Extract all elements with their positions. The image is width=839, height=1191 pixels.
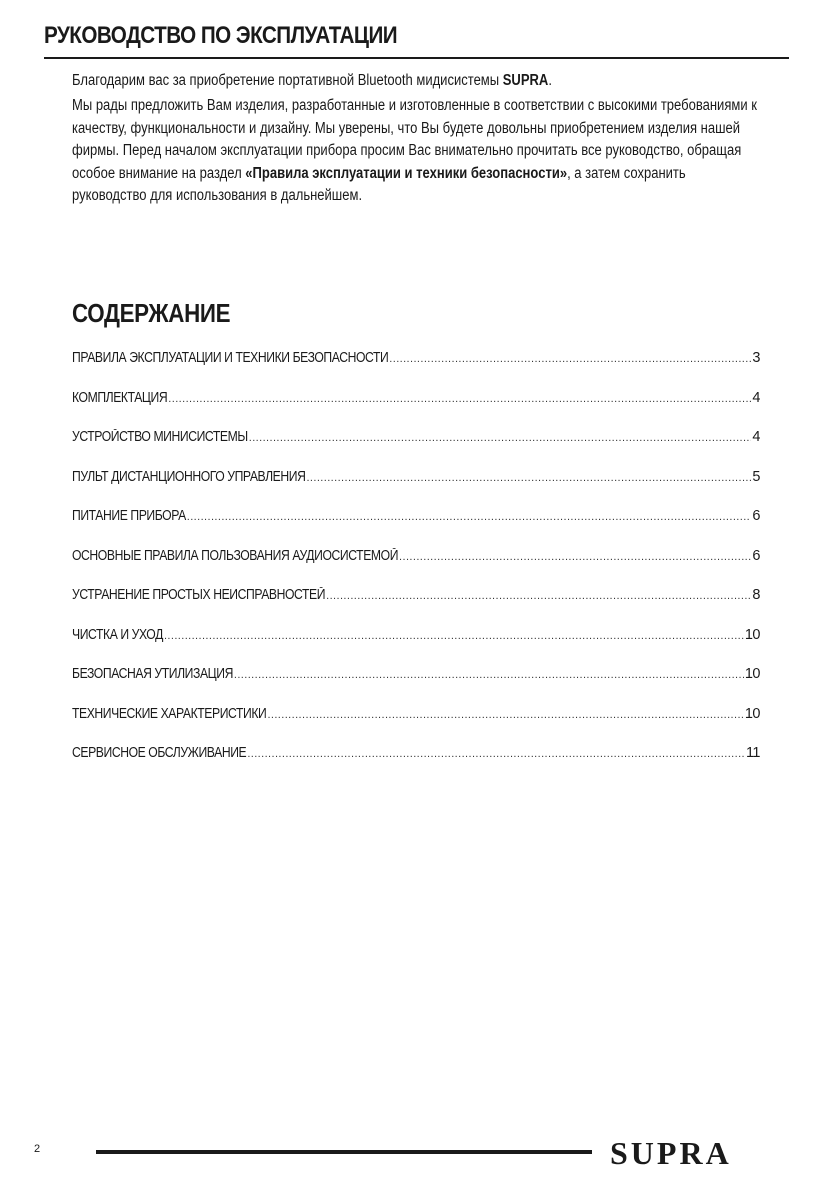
toc-entry[interactable] — [72, 706, 760, 746]
toc-leader-dots — [247, 748, 745, 760]
intro-main-text: Мы рады предложить Вам изделия, разработанные и изготовленные в соответствии с высокими требованиями к качеству, функциональности и дизайну. Мы уверены, что Вы будете довольны приобретением изделия нашей фирмы. Перед началом эксплуатации прибора просим Вас внимательно прочитать все руководство, обращая особое внимание на раздел — [72, 97, 757, 182]
toc-entry-page: 11 — [745, 745, 760, 761]
toc-entry-title: СЕРВИСНОЕ ОБСЛУЖИВАНИЕ — [72, 745, 247, 761]
toc-leader-dots — [399, 551, 751, 563]
intro-brand: SUPRA — [502, 72, 549, 89]
intro-main-paragraph — [72, 95, 761, 207]
footer-divider — [96, 1150, 592, 1154]
table-of-contents — [72, 350, 760, 785]
toc-entry[interactable] — [72, 350, 760, 390]
toc-entry-page: 10 — [744, 666, 760, 682]
toc-entry-title: ТЕХНИЧЕСКИЕ ХАРАКТЕРИСТИКИ — [72, 705, 267, 722]
toc-leader-dots — [168, 393, 751, 405]
page-number: 2 — [34, 1143, 41, 1155]
intro-text — [72, 70, 761, 207]
toc-entry-title: КОМПЛЕКТАЦИЯ — [72, 389, 168, 406]
toc-leader-dots — [267, 709, 743, 721]
intro-main-end: , а затем сохранить руководство для использования в дальнейшем. — [72, 164, 686, 205]
toc-leader-dots — [249, 432, 752, 444]
toc-heading: СОДЕРЖАНИЕ — [72, 298, 231, 328]
toc-entry-page: 10 — [744, 705, 760, 722]
toc-entry[interactable] — [72, 508, 760, 548]
toc-entry-page: 4 — [752, 389, 760, 406]
supra-logo: SUPRA — [610, 1135, 732, 1171]
page-title: РУКОВОДСТВО ПО ЭКСПЛУАТАЦИИ — [44, 22, 398, 49]
toc-leader-dots — [164, 630, 744, 642]
toc-entry-page: 6 — [752, 547, 760, 564]
intro-safety-reference: «Правила эксплуатации и техники безопасности» — [245, 164, 568, 182]
toc-entry[interactable] — [72, 469, 760, 509]
toc-entry-title: ЧИСТКА И УХОД — [72, 626, 163, 643]
header-divider — [44, 57, 789, 59]
toc-entry-page: 5 — [752, 468, 760, 485]
toc-entry-page: 8 — [752, 587, 760, 603]
toc-entry-page: 3 — [752, 350, 760, 366]
intro-thanks-end: . — [548, 72, 552, 89]
toc-entry-title: ПИТАНИЕ ПРИБОРА — [72, 508, 186, 524]
toc-entry[interactable] — [72, 627, 760, 667]
toc-entry-title: ПУЛЬТ ДИСТАНЦИОННОГО УПРАВЛЕНИЯ — [72, 468, 306, 485]
toc-entry[interactable] — [72, 666, 760, 706]
toc-entry[interactable] — [72, 745, 760, 785]
toc-leader-dots — [389, 353, 751, 365]
toc-entry-title: УСТРАНЕНИЕ ПРОСТЫХ НЕИСПРАВНОСТЕЙ — [72, 587, 326, 603]
toc-leader-dots — [326, 590, 751, 602]
toc-entry[interactable] — [72, 390, 760, 430]
toc-entry-page: 4 — [752, 429, 760, 445]
toc-entry-title: УСТРОЙСТВО МИНИСИСТЕМЫ — [72, 429, 248, 445]
toc-entry-title: ОСНОВНЫЕ ПРАВИЛА ПОЛЬЗОВАНИЯ АУДИОСИСТЕМОЙ — [72, 547, 399, 564]
toc-leader-dots — [187, 511, 752, 523]
toc-entry-title: ПРАВИЛА ЭКСПЛУАТАЦИИ И ТЕХНИКИ БЕЗОПАСНОСТИ — [72, 350, 389, 366]
toc-entry-title: БЕЗОПАСНАЯ УТИЛИЗАЦИЯ — [72, 666, 233, 682]
toc-entry-page: 6 — [752, 508, 760, 524]
toc-entry[interactable] — [72, 548, 760, 588]
toc-leader-dots — [234, 669, 744, 681]
toc-entry[interactable] — [72, 587, 760, 627]
toc-entry-page: 10 — [744, 626, 760, 643]
intro-thanks-paragraph — [72, 70, 761, 92]
toc-leader-dots — [306, 472, 751, 484]
intro-thanks-text: Благодарим вас за приобретение портативной Bluetooth мидисистемы — [72, 72, 503, 89]
toc-entry[interactable] — [72, 429, 760, 469]
